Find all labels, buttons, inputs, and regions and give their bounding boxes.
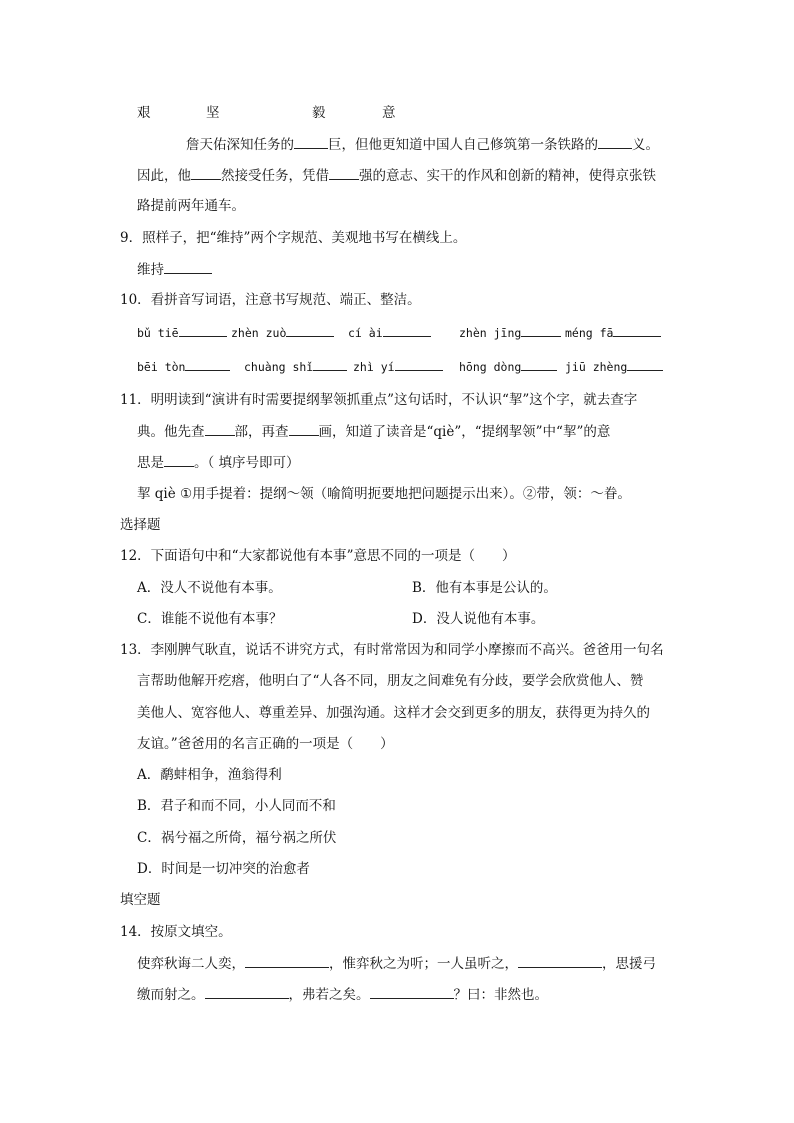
answer-blank[interactable] — [370, 984, 454, 999]
answer-blank[interactable] — [245, 953, 329, 968]
pinyin-item: zhì yí — [353, 356, 443, 377]
pinyin-item: zhèn zuò — [231, 322, 334, 343]
pinyin-item: bǔ tiē — [137, 322, 227, 343]
para8-line2: 因此，他 然接受任务，凭借 强的意志、实干的作风和创新的精神，使得京张铁 — [137, 165, 656, 186]
answer-blank[interactable] — [521, 322, 561, 337]
q12-option-c[interactable]: C．谁能不说他有本事？ — [137, 611, 283, 627]
q14-line2: 缴而射之。 ，弗若之矣。 ？曰：非然也。 — [137, 984, 548, 1005]
answer-blank[interactable] — [289, 421, 319, 436]
pinyin-item: jiū zhèng — [565, 356, 663, 377]
answer-blank[interactable] — [164, 452, 194, 467]
q11-line1: 11．明明读到“演讲有时需要提纲挈领抓重点”这句话时，不认识“挈”这个字，就去查字 — [120, 392, 638, 408]
answer-blank[interactable] — [598, 134, 632, 149]
answer-blank[interactable] — [518, 953, 602, 968]
char-jian: 艰 — [137, 105, 151, 121]
answer-blank[interactable] — [383, 322, 431, 337]
answer-blank[interactable] — [191, 165, 221, 180]
q11-line3: 思是 。（ 填序号即可） — [137, 452, 300, 473]
answer-blank[interactable] — [286, 322, 334, 337]
q10-stem: 10．看拼音写词语，注意书写规范、端正、整洁。 — [120, 292, 421, 308]
answer-blank[interactable] — [185, 356, 230, 371]
answer-blank[interactable] — [179, 322, 227, 337]
q13-option-d[interactable]: D．时间是一切冲突的治愈者 — [137, 861, 310, 877]
answer-blank[interactable] — [205, 984, 289, 999]
pinyin-item: chuàng shǐ — [244, 356, 347, 377]
answer-blank[interactable] — [329, 165, 359, 180]
answer-blank[interactable] — [313, 356, 347, 371]
char-jian2: 坚 — [206, 105, 220, 121]
answer-blank[interactable] — [205, 421, 235, 436]
q13-option-b[interactable]: B．君子和而不同，小人同而不和 — [137, 798, 336, 814]
char-yi2: 意 — [382, 105, 396, 121]
q11-line2: 典。他先查 部，再查 画，知道了读音是“qiè”，“提纲挈领”中“挈”的意 — [137, 421, 610, 442]
pinyin-item: zhèn jīng — [459, 322, 561, 343]
q12-option-b[interactable]: B．他有本事是公认的。 — [412, 580, 557, 596]
answer-blank[interactable] — [395, 356, 443, 371]
q14-stem: 14．按原文填空。 — [120, 924, 232, 940]
section-fill: 填空题 — [120, 892, 161, 908]
answer-blank[interactable] — [627, 356, 663, 371]
pinyin-item: cí ài — [348, 322, 431, 343]
q12-stem: 12．下面语句中和“大家都说他有本事”意思不同的一项是（ ） — [120, 548, 516, 564]
answer-blank[interactable] — [294, 134, 328, 149]
answer-blank[interactable] — [521, 356, 557, 371]
q14-line1: 使弈秋诲二人奕， ，惟弈秋之为听；一人虽听之， ，思援弓 — [137, 953, 656, 974]
q12-option-a[interactable]: A．没人不说他有本事。 — [137, 580, 282, 596]
answer-blank[interactable] — [164, 259, 212, 274]
q12-option-d[interactable]: D．没人说他有本事。 — [412, 611, 545, 627]
q9-stem: 9．照样子，把“维持”两个字规范、美观地书写在横线上。 — [120, 230, 467, 246]
q13-option-a[interactable]: A．鹬蚌相争，渔翁得利 — [137, 767, 282, 783]
q13-line4: 友谊。”爸爸用的名言正确的一项是（ ） — [137, 736, 394, 752]
q11-definition: 挈 qiè ①用手提着：提纲～领（喻简明扼要地把问题提示出来）。②带，领：～眷。 — [137, 486, 631, 502]
pinyin-item: méng fā — [565, 322, 661, 343]
q13-line1: 13．李刚脾气耿直，说话不讲究方式，有时常常因为和同学小摩擦而不高兴。爸爸用一句名 — [120, 642, 664, 658]
pinyin-item: bēi tòn — [137, 356, 230, 377]
para8-line3: 路提前两年通车。 — [137, 198, 245, 214]
char-yi: 毅 — [312, 105, 326, 121]
q9-example: 维持 — [137, 259, 212, 280]
section-choice: 选择题 — [120, 517, 161, 533]
answer-blank[interactable] — [613, 322, 661, 337]
q13-option-c[interactable]: C．祸兮福之所倚，福兮祸之所伏 — [137, 830, 337, 846]
q13-line2: 言帮助他解开疙瘩，他明白了“人各不同，朋友之间难免有分歧，要学会欣赏他人、赞 — [137, 673, 644, 689]
pinyin-item: hōng dòng — [459, 356, 557, 377]
para8-line1: 詹天佑深知任务的 巨，但他更知道中国人自己修筑第一条铁路的 义。 — [186, 134, 659, 155]
q13-line3: 美他人、宽容他人、尊重差异、加强沟通。这样才会交到更多的朋友，获得更为持久的 — [137, 705, 650, 721]
